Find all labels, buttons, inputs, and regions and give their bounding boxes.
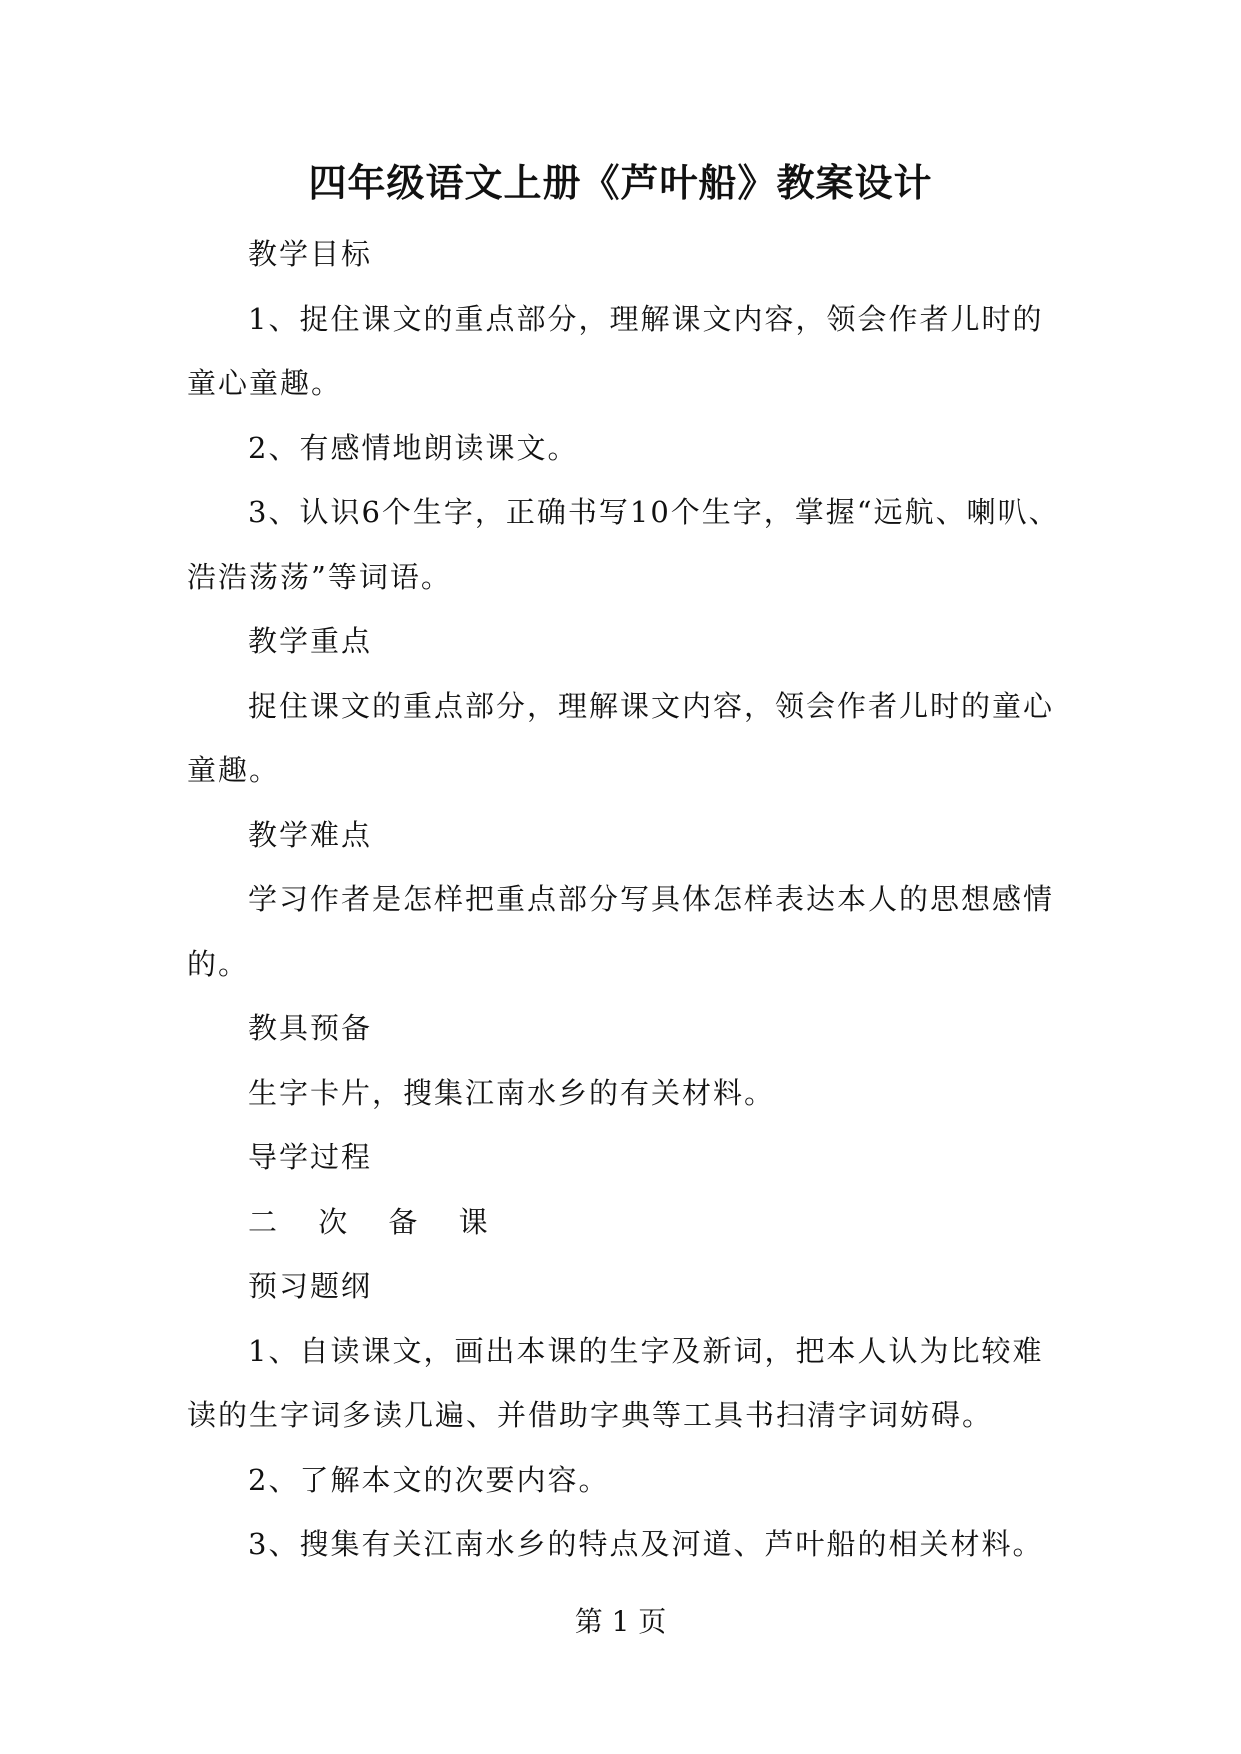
preview-item-1: 1、自读课文，画出本课的生字及新词，把本人认为比较难读的生字词多读几遍、并借助字典等工具书扫清字词妨碍。 [187, 1333, 1044, 1432]
section-heading-process: 导学过程 [248, 1140, 373, 1174]
second-preparation-label: 二 次 备 课 [248, 1204, 504, 1239]
preview-item-2: 2、了解本文的次要内容。 [248, 1462, 610, 1497]
section-heading-preview-outline: 预习题纲 [248, 1269, 373, 1303]
key-points-text: 捉住课文的重点部分，理解课文内容，领会作者儿时的童心童趣。 [187, 688, 1055, 787]
section-heading-teaching-goals: 教学目标 [248, 237, 373, 271]
goal-item-2: 2、有感情地朗读课文。 [248, 430, 579, 465]
goal-item-3: 3、认识6个生字，正确书写10个生字，掌握“远航、喇叭、浩浩荡荡”等词语。 [187, 495, 1060, 594]
difficulties-text: 学习作者是怎样把重点部分写具体怎样表达本人的思想感情的。 [187, 882, 1055, 981]
materials-text: 生字卡片，搜集江南水乡的有关材料。 [248, 1075, 776, 1110]
section-heading-key-points: 教学重点 [248, 624, 373, 658]
goal-item-1: 1、捉住课文的重点部分，理解课文内容，领会作者儿时的童心童趣。 [187, 301, 1044, 400]
preview-item-3: 3、搜集有关江南水乡的特点及河道、芦叶船的相关材料。 [248, 1527, 1044, 1561]
document-body [187, 222, 1067, 1577]
document-title: 四年级语文上册《芦叶船》教案设计 [308, 161, 933, 205]
page-number: 第 1 页 [574, 1605, 667, 1638]
section-heading-materials: 教具预备 [248, 1011, 373, 1045]
section-heading-difficulties: 教学难点 [248, 817, 373, 852]
